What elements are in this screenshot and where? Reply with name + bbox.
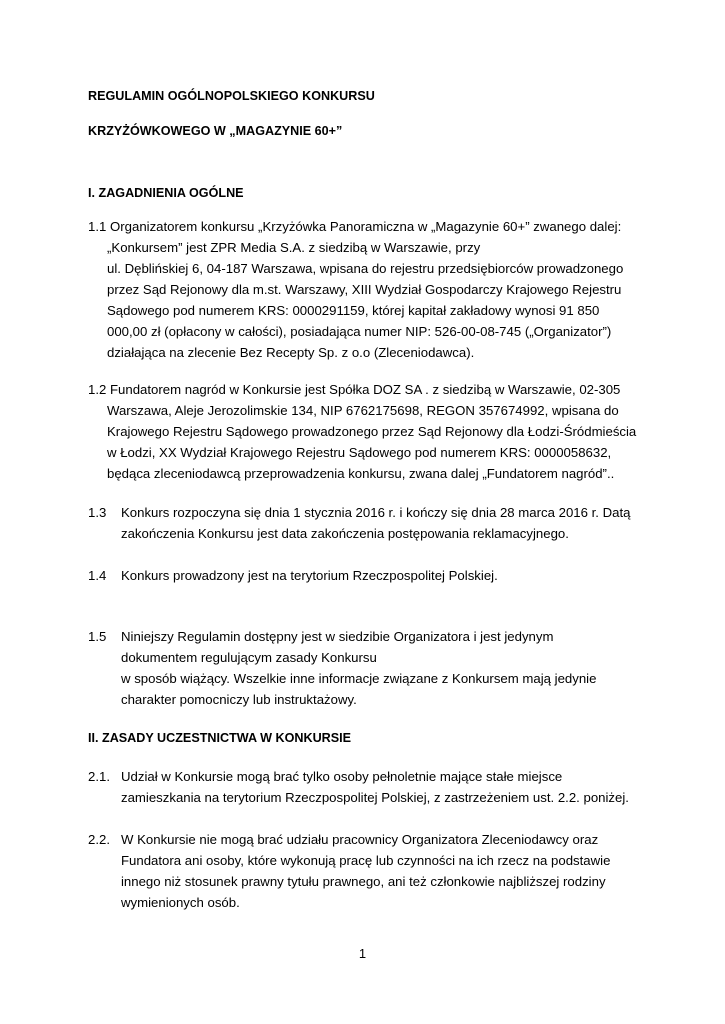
page-number: 1: [358, 946, 367, 961]
section-2-heading: II. ZASADY UCZESTNICTWA W KONKURSIE: [88, 731, 352, 745]
paragraph-line: Warszawa, Aleje Jerozolimskie 134, NIP 6762175698, REGON 357674992, wpisana do: [107, 403, 619, 418]
paragraph-line: przez Sąd Rejonowy dla m.st. Warszawy, XIII Wydział Gospodarczy Krajowego Rejestru: [107, 282, 622, 297]
paragraph-line: W Konkursie nie mogą brać udziału pracownicy Organizatora Zleceniodawcy oraz: [121, 832, 599, 847]
item-number: 1.4: [88, 568, 107, 583]
paragraph-line: działająca na zlecenie Bez Recepty Sp. z o.o (Zleceniodawca).: [107, 345, 475, 360]
item-number: 1.3: [88, 505, 107, 520]
paragraph-line: Sądowego pod numerem KRS: 0000291159, której kapitał zakładowy wynosi 91 850: [107, 303, 600, 318]
paragraph-line: dokumentem regulującym zasady Konkursu: [121, 650, 377, 665]
paragraph-line: Niniejszy Regulamin dostępny jest w siedzibie Organizatora i jest jedynym: [121, 629, 554, 644]
paragraph-line: charakter pomocniczy lub instruktażowy.: [121, 692, 357, 707]
section-1-heading: I. ZAGADNIENIA OGÓLNE: [88, 186, 244, 200]
paragraph-line: 000,00 zł (opłacony w całości), posiadająca numer NIP: 526-00-08-745 („Organizator”): [107, 324, 612, 339]
paragraph-line: Konkurs prowadzony jest na terytorium Rzeczpospolitej Polskiej.: [121, 568, 498, 583]
item-number: 1.5: [88, 629, 107, 644]
paragraph-line: w sposób wiążący. Wszelkie inne informacje związane z Konkursem mają jedynie: [121, 671, 597, 686]
paragraph-line: Krajowego Rejestru Sądowego prowadzonego przez Sąd Rejonowy dla Łodzi-Śródmieścia: [107, 424, 637, 439]
title-line-1: REGULAMIN OGÓLNOPOLSKIEGO KONKURSU: [88, 89, 375, 103]
paragraph-line: będąca zleceniodawcą przeprowadzenia konkursu, zwana dalej „Fundatorem nagród”..: [107, 466, 615, 481]
title-line-2: KRZYŻÓWKOWEGO W „MAGAZYNIE 60+”: [88, 124, 343, 138]
paragraph-1-1: [88, 216, 648, 363]
paragraph-line: Fundatora ani osoby, które wykonują pracę lub czynności na ich rzecz na podstawie: [121, 853, 611, 868]
paragraph-line: „Konkursem” jest ZPR Media S.A. z siedzibą w Warszawie, przy: [107, 240, 481, 255]
paragraph-line: Udział w Konkursie mogą brać tylko osoby pełnoletnie mające stałe miejsce: [121, 769, 563, 784]
paragraph-line: 1.1 Organizatorem konkursu „Krzyżówka Panoramiczna w „Magazynie 60+” zwanego dalej:: [88, 219, 622, 234]
paragraph-1-2: [88, 379, 648, 484]
paragraph-line: 1.2 Fundatorem nagród w Konkursie jest Spółka DOZ SA . z siedzibą w Warszawie, 02-305: [88, 382, 621, 397]
paragraph-line: wymienionych osób.: [121, 895, 240, 910]
item-number: 2.2.: [88, 832, 110, 847]
paragraph-line: zakończenia Konkursu jest data zakończenia postępowania reklamacyjnego.: [121, 526, 569, 541]
paragraph-line: w Łodzi, XX Wydział Krajowego Rejestru Sądowego pod numerem KRS: 0000058632,: [107, 445, 612, 460]
paragraph-line: Konkurs rozpoczyna się dnia 1 stycznia 2016 r. i kończy się dnia 28 marca 2016 r. Datą: [121, 505, 631, 520]
item-number: 2.1.: [88, 769, 110, 784]
paragraph-line: innego niż stosunek prawny tytułu prawnego, ani też członkowie najbliższej rodziny: [121, 874, 606, 889]
paragraph-line: zamieszkania na terytorium Rzeczpospolitej Polskiej, z zastrzeżeniem ust. 2.2. poniżej.: [121, 790, 629, 805]
paragraph-line: ul. Dęblińskiej 6, 04-187 Warszawa, wpisana do rejestru przedsiębiorców prowadzonego: [107, 261, 624, 276]
